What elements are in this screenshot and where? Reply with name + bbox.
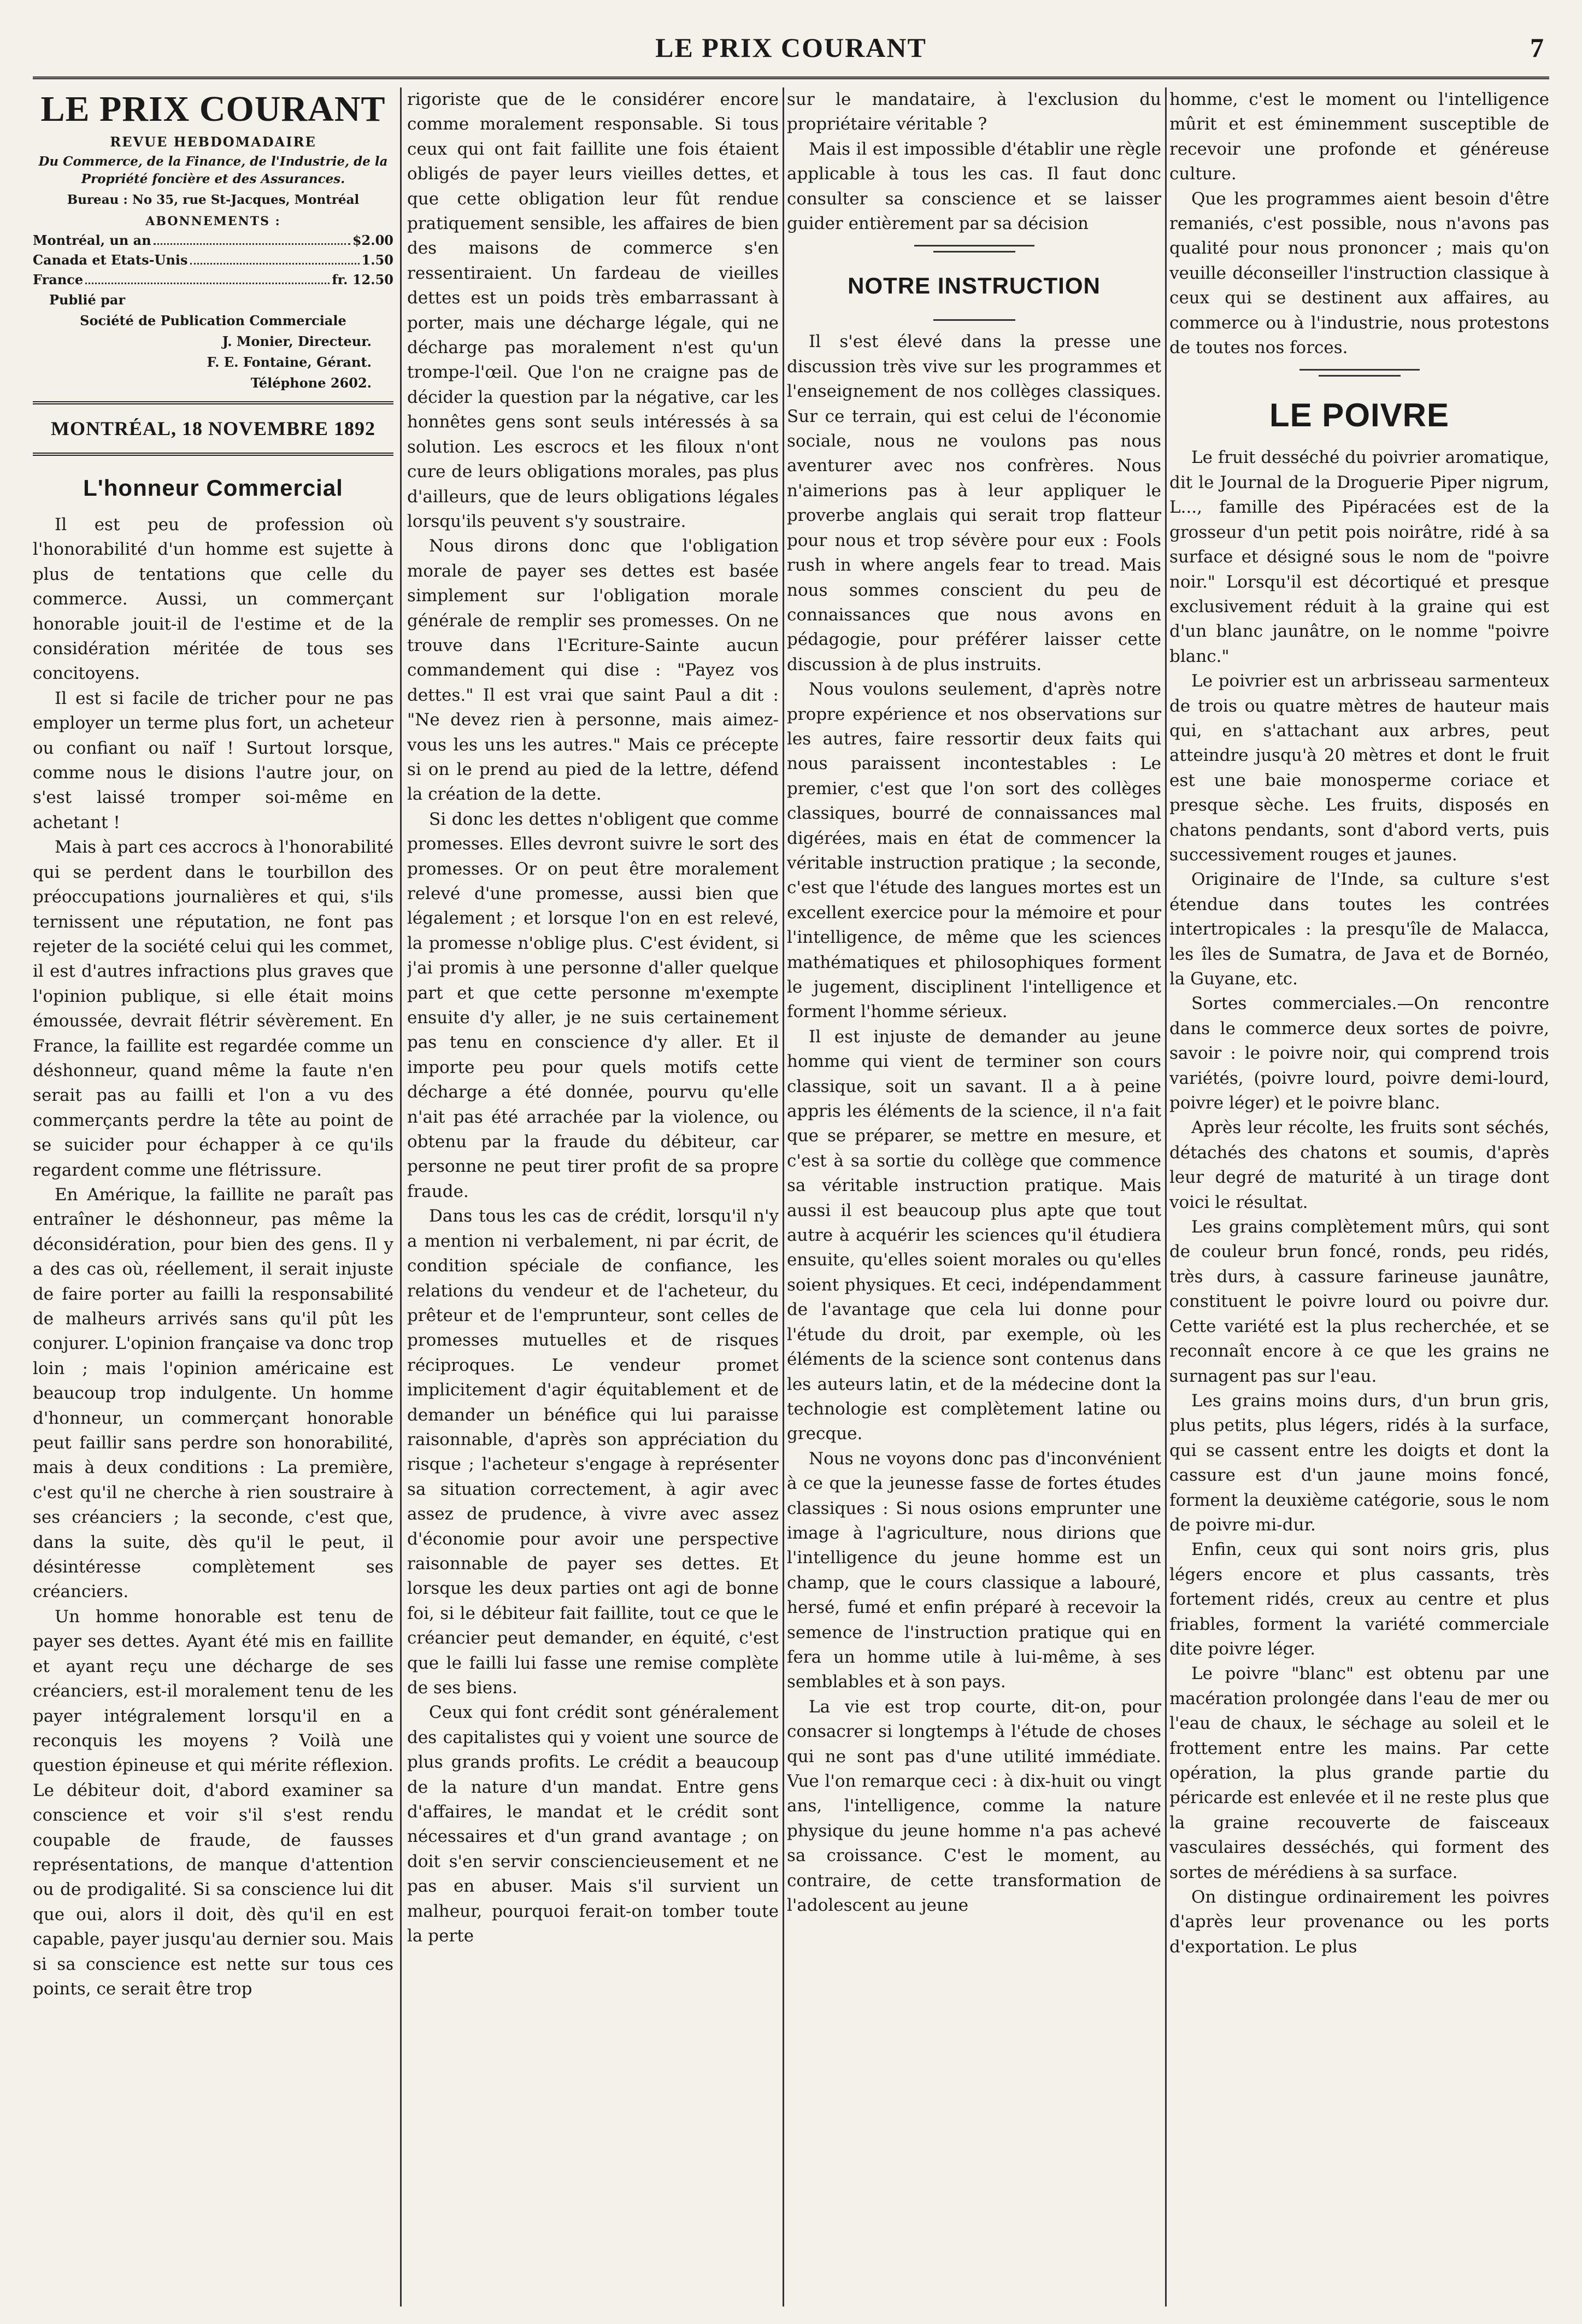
subscription-list bbox=[33, 231, 393, 290]
paragraph: Nous dirons donc que l'obligation morale de payer ses dettes est basée simplement sur l'obligation morale générale de remplir ses promesses. On ne trouve dans l'Ecriture-Sainte aucun commandement qui dise : "Payez vos dettes." Il est vrai que saint Paul a dit : "Ne devez rien à personne, mais aimez-vous les uns les autres." Mais ce précepte si on le prend au pied de la lettre, défend la création de la dette. bbox=[407, 536, 779, 805]
title-rule bbox=[787, 319, 1161, 321]
subscription-row bbox=[33, 250, 393, 270]
running-title: LE PRIX COURANT bbox=[655, 32, 927, 63]
paragraph: Le fruit desséché du poivrier aromatique, dit le Journal de la Droguerie Piper nigrum, L..., famille des Pipéracées est de la grosseur d'un petit pois noirâtre, ridé à sa surface et désigné sous le nom de "poivre noir." Lorsqu'il est décortiqué et presque exclusivement réduit à la graine qui est d'un blanc jaunâtre, on le nomme "poivre blanc." bbox=[1169, 448, 1549, 666]
subscription-label: Montréal, un an bbox=[33, 232, 151, 248]
paragraph: homme, c'est le moment ou l'intelligence mûrit et est éminemment susceptible de recevoir une profonde et généreuse culture. bbox=[1169, 90, 1549, 184]
paragraph: Le poivrier est un arbrisseau sarmenteux de trois ou quatre mètres de hauteur mais qui, en s'attachant aux arbres, peut atteindre jusqu'à 20 mètres et dont le fruit est une baie monosperme coriace et presque sèche. Les fruits, disposés en chatons pendants, sont d'abord verts, puis successivement rouges et jaunes. bbox=[1169, 671, 1549, 865]
masthead-title: LE PRIX COURANT bbox=[40, 89, 386, 129]
paragraph: Nous ne voyons donc pas d'inconvénient à ce que la jeunesse fasse de fortes études classiques : Si nous osions emprunter une image à l'agriculture, nous dirions que l'intelligence du jeune homme est un champ, que le cours classique a labouré, hersé, fumé et enfin préparé à recevoir la semence de l'instruction pratique qui en fera un homme utile à lui-même, à ses semblables et à son pays. bbox=[787, 1448, 1161, 1692]
paragraph: Que les programmes aient besoin d'être remaniés, c'est possible, nous n'avons pas qualité pour nous prononcer ; mais qu'on veuille déconseiller l'instruction classique à ceux qui se destinent aux affaires, au commerce ou à l'industrie, nous protestons de toutes nos forces. bbox=[1169, 189, 1549, 358]
section-rule bbox=[33, 401, 393, 404]
column-rule bbox=[1165, 87, 1167, 2307]
subscription-price: 1.50 bbox=[361, 252, 393, 268]
article-title: LE POIVRE bbox=[1269, 397, 1450, 434]
column-4 bbox=[1169, 87, 1549, 2307]
paragraph: Il est si facile de tricher pour ne pas employer un terme plus fort, un acheteur ou confiant ou naïf ! Surtout lorsque, comme nous le disions l'autre jour, on s'est laissé tromper soi-même en achetant ! bbox=[33, 688, 393, 832]
paragraph: Ceux qui font crédit sont généralement des capitalistes qui y voient une source de plus grands profits. Le crédit a beaucoup de la nature d'un mandat. Entre gens d'affaires, le mandat et le crédit sont nécessaires et d'un grand avantage ; on doit s'en servir consciencieusement et ne pas en abuser. Mais s'il survient un malheur, pourquoi ferait-on tomber toute la perte bbox=[407, 1703, 779, 1946]
paragraph: Si donc les dettes n'obligent que comme promesses. Elles devront suivre le sort des promesses. Or on peut être moralement relevé d'une promesse, aussi bien que légalement ; et lorsque l'on en est relevé, la promesse n'oblige plus. C'est évident, si j'ai promis à une personne d'aller quelque part et que cette personne m'exempte ensuite d'y aller, je ne suis certainement pas tenu en conscience d'y aller. Et il importe peu pour quels motifs cette décharge a été donnée, pourvu qu'elle n'ait pas été arrachée par la violence, ou obtenu par la fraude du débiteur, car personne ne peut tirer profit de sa propre fraude. bbox=[407, 809, 779, 1201]
article-separator bbox=[787, 245, 1161, 253]
paragraph: Il s'est élevé dans la presse une discussion très vive sur les programmes et l'enseignement de nos collèges classiques. Sur ce terrain, qui est celui de l'économie sociale, nous ne voulons pas nous aventurer avec nos confrères. Nous n'aimerions pas à leur appliquer le proverbe anglais qui serait trop flatteur pour nous et trop sévère pour eux : Fools rush in where angels fear to tread. Mais nous sommes conscient du peu de connaissances que nous avons en pédagogie, pour préférer laisser cette discussion à de plus instruits. bbox=[787, 332, 1161, 674]
subscription-label: Canada et Etats-Unis bbox=[33, 252, 188, 268]
leader-dots bbox=[154, 231, 350, 245]
paragraph: Les grains moins durs, d'un brun gris, plus petits, plus légers, ridés à la surface, qui se cassent entre les doigts et dont la cassure est d'un jaune moins foncé, forment la deuxième catégorie, sous le nom de poivre mi-dur. bbox=[1169, 1390, 1549, 1535]
subscription-row bbox=[33, 270, 393, 290]
paragraph: En Amérique, la faillite ne paraît pas entraîner le déshonneur, pas même la déconsidération, pour bien des gens. Il y a des cas où, réellement, il serait injuste de faire porter au failli la responsabilité de malheurs arrivés sans qu'il pût les conjurer. L'opinion française va donc trop loin ; mais l'opinion américaine est beaucoup trop indulgente. Un homme d'honneur, un commerçant honorable peut faillir sans perdre son honorabilité, mais à deux conditions : La première, c'est qu'il ne cherche à rien soustraire à ses créanciers ; la seconde, c'est que, dans la suite, dès qu'il le peut, il désintéresse complètement ses créanciers. bbox=[33, 1184, 393, 1602]
header-rule bbox=[33, 77, 1549, 79]
masthead-office: Bureau : No 35, rue St-Jacques, Montréal bbox=[67, 192, 360, 207]
subscription-row bbox=[33, 231, 393, 250]
paragraph: Mais il est impossible d'établir une règle applicable à tous les cas. Il faut donc consulter sa conscience et se laisser guider entièrement par sa décision bbox=[787, 139, 1161, 234]
page-number: 7 bbox=[1530, 32, 1544, 63]
paragraph: Après leur récolte, les fruits sont séchés, détachés des chatons et soumis, d'après leur degré de maturité à un tirage dont voici le résultat. bbox=[1169, 1118, 1549, 1212]
leader-dots bbox=[85, 270, 330, 284]
column-rule bbox=[400, 87, 402, 2307]
column-3 bbox=[787, 87, 1161, 2307]
publisher-manager: F. E. Fontaine, Gérant. bbox=[207, 354, 372, 370]
paragraph: Il est peu de profession où l'honorabilité d'un homme est sujette à plus de tentations que celle du commerce. Aussi, un commerçant honorable jouit-il de l'estime et de la considération méritée de tous ses concitoyens. bbox=[33, 515, 393, 684]
running-head bbox=[33, 32, 1549, 70]
paragraph: rigoriste que de le considérer encore comme moralement responsable. Si tous ceux qui ont fait faillite une fois étaient obligés de payer leurs vieilles dettes, et que cette obligation leur fût rendue pratiquement sensible, les affaires de bien des maisons de commerce s'en ressentiraient. Un fardeau de vieilles dettes est un poids très embarrassant à porter, mais une décharge légale, qui ne décharge pas moralement n'est qu'un trompe-l'œil. Que l'on ne craigne pas de décider la question par la négative, car les honnêtes gens sont seuls intéressés à sa solution. Les escrocs et les filoux n'ont cure de leurs obligations morales, pas plus d'ailleurs, que de leurs obligations légales lorsqu'ils peuvent s'y soustraire. bbox=[407, 90, 779, 531]
paragraph: Le poivre "blanc" est obtenu par une macération prolongée dans l'eau de mer ou l'eau de chaux, le séchage au soleil et le frottement entre les mains. Par cette opération, la plus grande partie du péricarde est enlevée et il ne reste plus que la graine recouverte de faisceaux vasculaires desséchés, qui forment des sortes de mérédiens à sa surface. bbox=[1169, 1664, 1549, 1882]
paragraph: Nous voulons seulement, d'après notre propre expérience et nos observations sur les autres, faire ressortir deux faits qui nous paraissent incontestables : Le premier, c'est que l'on sort des collèges classiques, bourré de connaissances mal digérées, mais en état de commencer la véritable instruction pratique ; la seconde, c'est que l'étude des langues mortes est un excellent exercice pour la mémoire et pour l'intelligence, de même que les sciences mathématiques et philosophiques forment le jugement, disciplinent l'intelligence et forment l'homme sérieux. bbox=[787, 679, 1161, 1022]
paragraph: Originaire de l'Inde, sa culture s'est étendue dans toutes les contrées intertropicales : la presqu'île de Malacca, les îles de Sumatra, de Java et de Bornéo, la Guyane, etc. bbox=[1169, 870, 1549, 989]
paragraph: Les grains complètement mûrs, qui sont de couleur brun foncé, ronds, peu ridés, très durs, à cassure farineuse jaunâtre, constituent le poivre lourd ou poivre dur. Cette variété est la plus recherchée, et se reconnaît encore à ce que les grains ne surnagent pas sur l'eau. bbox=[1169, 1217, 1549, 1386]
masthead-subtitle: REVUE HEBDOMADAIRE bbox=[110, 134, 316, 150]
subscription-label: France bbox=[33, 272, 84, 287]
paragraph: Sortes commerciales.—On rencontre dans le commerce deux sortes de poivre, savoir : le poivre noir, qui comprend trois variétés, (poivre lourd, poivre demi-lourd, poivre léger) et le poivre blanc. bbox=[1169, 994, 1549, 1113]
column-rule bbox=[783, 87, 784, 2307]
paragraph: On distingue ordinairement les poivres d'après leur provenance ou les ports d'exportation. Le plus bbox=[1169, 1887, 1549, 1957]
subscription-price: fr. 12.50 bbox=[332, 272, 393, 287]
column-1 bbox=[33, 87, 393, 2307]
paragraph: Dans tous les cas de crédit, lorsqu'il n'y a mention ni verbalement, ni par écrit, de condition spéciale de confiance, les relations du vendeur et de l'acheteur, du prêteur et de l'emprunteur, sont celles de promesses mutuelles et de risques réciproques. Le vendeur promet implicitement d'agir équitablement et de demander un bénéfice qui lui paraisse raisonnable, d'après son appréciation du risque ; l'acheteur s'engage à représenter sa situation correctement, à agir avec assez de prudence, à vivre avec assez d'économie pour avoir une perspective raisonnable de payer ses dettes. Et lorsque les deux parties ont agi de bonne foi, si le débiteur fait faillite, tout ce que le créancier peut demander, en équité, c'est que le failli lui fasse une remise complète de ses biens. bbox=[407, 1206, 779, 1698]
paragraph: La vie est trop courte, dit-on, pour consacrer si longtemps à l'étude de choses qui ne sont pas d'une utilité immédiate. Vue l'on remarque ceci : à dix-huit ou vingt ans, l'intelligence, comme la nature physique du jeune homme n'a pas achevé sa croissance. C'est le moment, au contraire, de cette transformation de l'adolescent au jeune bbox=[787, 1697, 1161, 1916]
column-2 bbox=[407, 87, 779, 2307]
publisher-company: Société de Publication Commerciale bbox=[80, 313, 346, 328]
article-separator bbox=[1169, 369, 1549, 377]
published-by: Publié par bbox=[49, 292, 126, 308]
paragraph: Mais à part ces accrocs à l'honorabilité qui se perdent dans le tourbillon des préoccupations journalières et qui, s'ils ternissent une réputation, ne font pas rejeter de la société celui qui les commet, il est d'autres infractions plus graves que l'opinion publique, si elle était moins émoussée, devrait flétrir sévèrement. En France, la faillite est regardée comme un déshonneur, quand même la faute n'en serait pas au failli et l'on a vu des commerçants perdre la tête au point de se suicider pour échapper à ce qu'ils regardent comme une flétrissure. bbox=[33, 837, 393, 1180]
subscription-price: $2.00 bbox=[352, 232, 393, 248]
paragraph: sur le mandataire, à l'exclusion du propriétaire véritable ? bbox=[787, 90, 1161, 134]
article-title: NOTRE INSTRUCTION bbox=[848, 273, 1101, 299]
leader-dots bbox=[190, 250, 360, 265]
article-title: L'honneur Commercial bbox=[83, 475, 343, 501]
masthead-description: Du Commerce, de la Finance, de l'Industrie, de la Propriété foncière et des Assurances. bbox=[38, 154, 388, 186]
dateline: MONTRÉAL, 18 NOVEMBRE 1892 bbox=[50, 418, 376, 439]
masthead bbox=[33, 87, 393, 231]
subscriptions-label: ABONNEMENTS : bbox=[145, 214, 281, 228]
section-rule bbox=[33, 453, 393, 456]
paragraph: Enfin, ceux qui sont noirs gris, plus légers encore et plus cassants, très fortement ridés, creux au centre et plus friables, forment la variété commerciale dite poivre léger. bbox=[1169, 1540, 1549, 1659]
paragraph: Un homme honorable est tenu de payer ses dettes. Ayant été mis en faillite et ayant reçu une décharge de ses créanciers, est-il moralement tenu de les payer intégralement lorsqu'il en a reconquis les moyens ? Voilà une question épineuse et qui mérite réflexion. Le débiteur doit, d'abord examiner sa conscience et voir s'il s'est rendu coupable de fraude, de fausses représentations, de manque d'attention ou de prodigalité. Si sa conscience lui dit que oui, alors il doit, dès qu'il en est capable, payer jusqu'au dernier sou. Mais si sa conscience est nette sur tous ces points, ce serait être trop bbox=[33, 1606, 393, 1999]
publisher-director: J. Monier, Directeur. bbox=[222, 333, 372, 349]
publisher-telephone: Téléphone 2602. bbox=[250, 375, 372, 391]
paragraph: Il est injuste de demander au jeune homme qui vient de terminer son cours classique, soit un savant. Il a à peine appris les éléments de la science, il n'a fait que se préparer, se mettre en mesure, et c'est à sa sortie du collège que commence sa véritable instruction pratique. Mais aussi il est beaucoup plus apte que tout autre à acquérir les sciences qu'il étudiera ensuite, qu'elles soient morales ou qu'elles soient physiques. Et ceci, indépendamment de l'avantage que cela lui donne pour l'étude du droit, par exemple, où les éléments de la science sont contenus dans les auteurs latin, et de la médecine dont la technologie est complètement latine ou grecque. bbox=[787, 1026, 1161, 1444]
